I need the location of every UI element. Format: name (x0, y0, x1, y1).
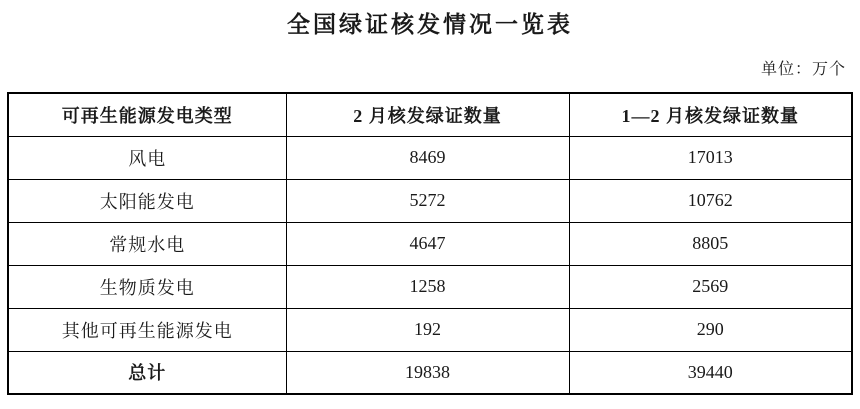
unit-note: 单位：万个 (760, 61, 846, 78)
cell-feb-value: 1258 (286, 265, 569, 308)
cell-janfeb-value: 17013 (569, 136, 852, 179)
table-header-row (8, 93, 852, 136)
table-row-total (8, 351, 852, 394)
cell-feb-value: 5272 (286, 179, 569, 222)
cell-janfeb-total: 39440 (569, 351, 852, 394)
cell-janfeb-value: 290 (569, 308, 852, 351)
row-label-solar: 太阳能发电 (8, 179, 286, 222)
green-cert-table (7, 92, 853, 395)
table-row (8, 179, 852, 222)
row-label-wind: 风电 (8, 136, 286, 179)
row-label-hydro: 常规水电 (8, 222, 286, 265)
table-row (8, 308, 852, 351)
cell-janfeb-value: 2569 (569, 265, 852, 308)
table-row (8, 136, 852, 179)
cell-feb-value: 192 (286, 308, 569, 351)
row-label-other: 其他可再生能源发电 (8, 308, 286, 351)
cell-feb-value: 4647 (286, 222, 569, 265)
cell-janfeb-value: 10762 (569, 179, 852, 222)
cell-feb-value: 8469 (286, 136, 569, 179)
table-row (8, 222, 852, 265)
page-title: 全国绿证核发情况一览表 (287, 12, 573, 37)
cell-feb-total: 19838 (286, 351, 569, 394)
col-header-feb: 2 月核发绿证数量 (286, 93, 569, 136)
col-header-type: 可再生能源发电类型 (8, 93, 286, 136)
row-label-total: 总计 (8, 351, 286, 394)
col-header-jan-feb: 1—2 月核发绿证数量 (569, 93, 852, 136)
row-label-biomass: 生物质发电 (8, 265, 286, 308)
cell-janfeb-value: 8805 (569, 222, 852, 265)
table-row (8, 265, 852, 308)
